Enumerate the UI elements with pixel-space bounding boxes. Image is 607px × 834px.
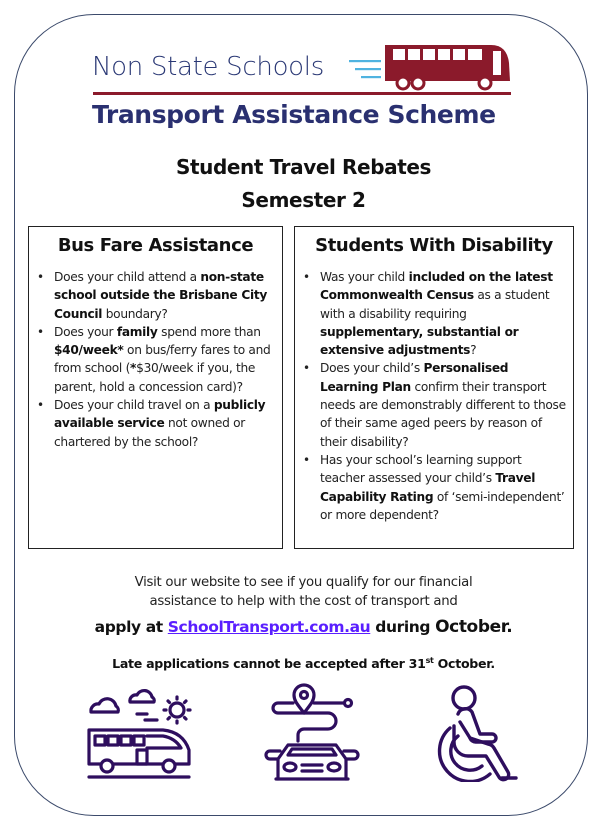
criteria-list — [29, 268, 282, 451]
apply-mid: during — [370, 618, 436, 636]
text: Does your child travel on a — [54, 398, 214, 413]
text: as a student with a disability requiring — [320, 288, 550, 321]
text: ? — [470, 343, 477, 358]
list-item — [320, 359, 573, 450]
list-item — [320, 451, 573, 524]
bold-text: Travel Capability Rating — [320, 471, 536, 504]
bold-text: Personalised Learning Plan — [320, 361, 509, 394]
bold-text: $40/week* — [54, 343, 124, 358]
bus-weather-icon — [85, 686, 195, 781]
late-suffix: October. — [433, 656, 495, 672]
box-title: Bus Fare Assistance — [57, 235, 254, 256]
criteria-list — [295, 268, 573, 524]
text: spend more than — [157, 324, 261, 339]
bold-text: included on the latest Commonwealth Census — [320, 270, 553, 303]
students-with-disability-box — [294, 226, 574, 549]
list-item — [54, 268, 282, 323]
bold-text: * — [130, 361, 137, 376]
text: not owned or chartered by the school? — [54, 416, 245, 449]
car-route-icon — [262, 683, 362, 783]
bold-text: non-state school outside the Brisbane City Council — [54, 270, 268, 321]
text: Has your school’s learning support teacher assessed your child’s — [320, 452, 522, 486]
text: $30/week if you, the parent, hold a concession card)? — [54, 361, 256, 394]
late-sup: st — [425, 656, 434, 665]
logo-divider — [93, 92, 511, 95]
wheelchair-icon — [428, 684, 523, 782]
text: Does your child attend a — [54, 270, 201, 284]
logo-text-transport-assistance-scheme: Transport Assistance Scheme — [92, 100, 496, 129]
text: on bus/ferry fares to and from school ( — [54, 343, 271, 376]
late-applications-notice — [0, 656, 607, 671]
late-prefix: Late applications cannot be accepted after 31 — [112, 656, 426, 672]
website-link[interactable]: SchoolTransport.com.au — [167, 618, 371, 636]
page-subtitle: Semester 2 — [241, 188, 366, 212]
footer-line-2: assistance to help with the cost of transport and — [149, 594, 458, 609]
text: boundary? — [102, 306, 168, 321]
text: Was your child — [320, 270, 409, 284]
bus-icon — [383, 43, 511, 91]
text: of ‘semi-independent’ or more dependent? — [320, 489, 565, 522]
list-item — [320, 268, 573, 359]
speed-lines-icon — [345, 58, 385, 88]
bus-fare-assistance-box — [28, 226, 283, 549]
box-title: Students With Disability — [315, 235, 553, 256]
bold-text: supplementary, substantial or extensive adjustments — [320, 324, 519, 358]
logo-text-non-state-schools: Non State Schools — [92, 52, 324, 82]
apply-month: October. — [435, 617, 513, 637]
text: Does your child’s — [320, 361, 424, 376]
footer-line-1: Visit our website to see if you qualify for our financial — [134, 575, 473, 590]
apply-line — [0, 617, 607, 637]
bold-text: family — [116, 324, 158, 339]
text: confirm their transport needs are demonstrably different to those of their same aged peers by reason of their disability? — [320, 379, 566, 449]
text: Does your — [54, 324, 117, 339]
list-item — [54, 323, 282, 396]
page-title: Student Travel Rebates — [175, 155, 432, 179]
footer-intro — [0, 573, 607, 611]
list-item — [54, 396, 282, 451]
apply-prefix: apply at — [94, 618, 168, 636]
bold-text: publicly available service — [54, 398, 266, 431]
